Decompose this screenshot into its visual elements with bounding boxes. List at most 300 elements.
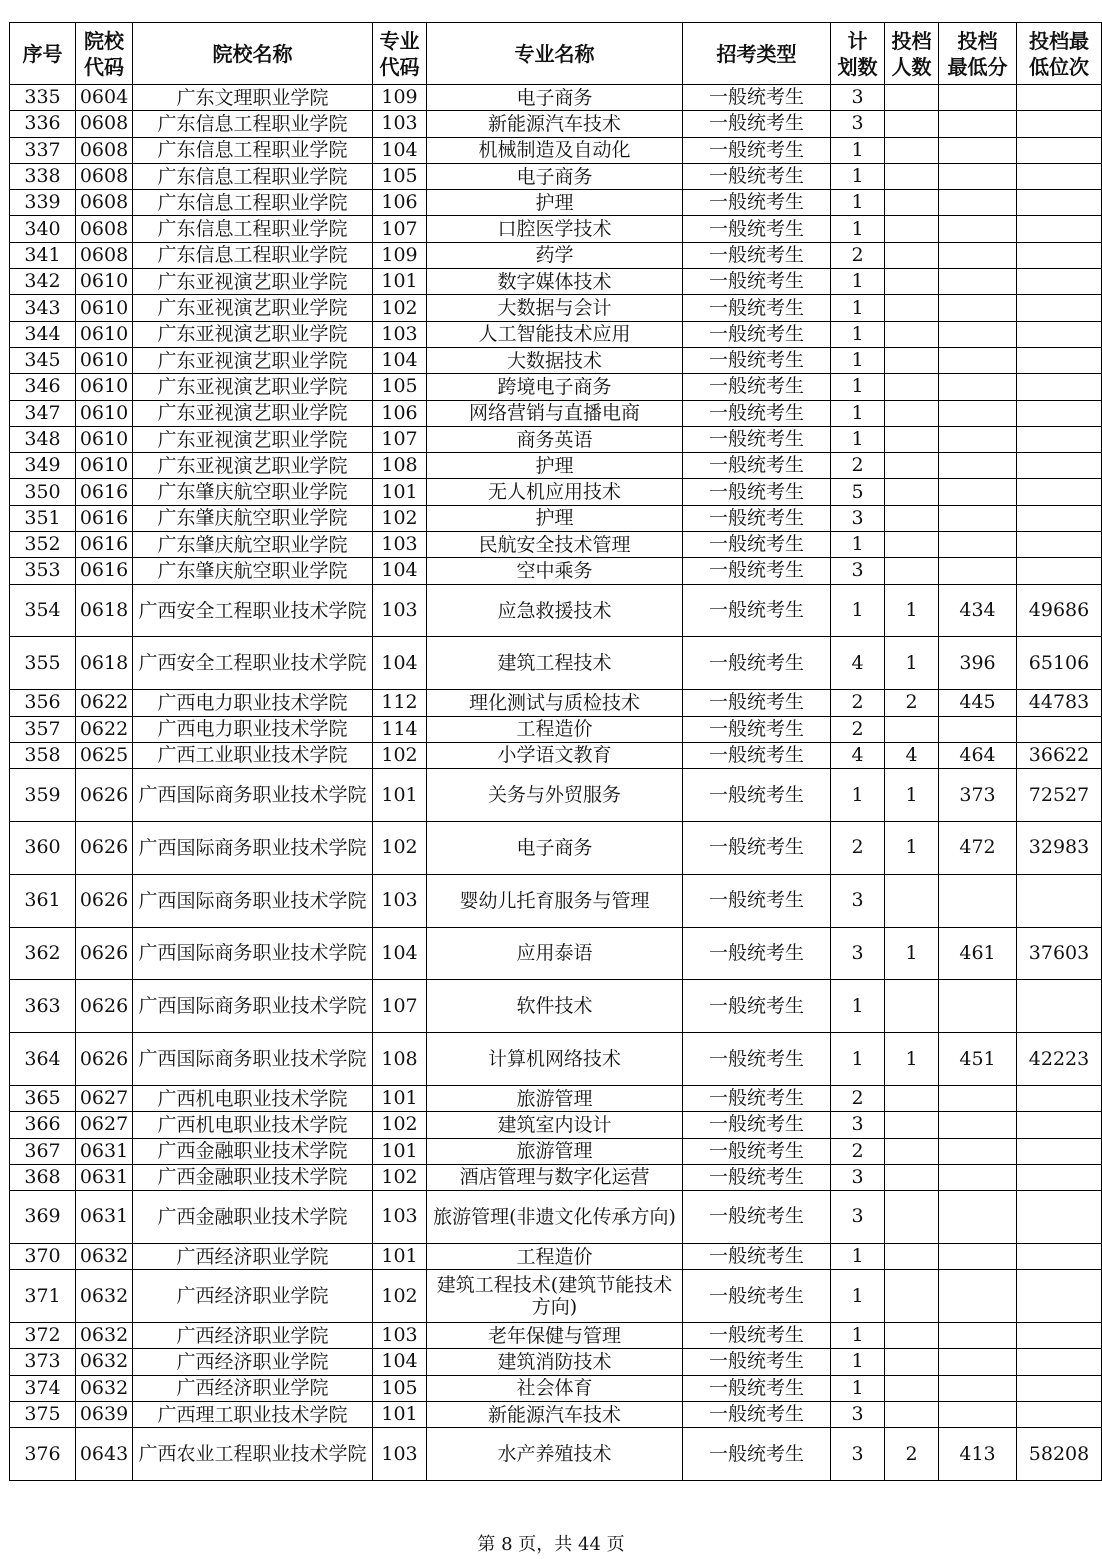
col-plan-cell: 1 xyxy=(831,269,885,295)
col-min-rank-cell: 44783 xyxy=(1017,690,1102,716)
col-min-rank-cell xyxy=(1017,1401,1102,1427)
col-major-code-cell: 103 xyxy=(373,1322,427,1348)
col-min-score-cell xyxy=(939,1322,1017,1348)
col-plan-cell: 1 xyxy=(831,769,885,822)
col-admitted-cell xyxy=(885,1401,939,1427)
col-major-name-cell: 关务与外贸服务 xyxy=(427,769,683,822)
col-school-code-cell: 0608 xyxy=(76,216,133,242)
header-col-school-name: 院校名称 xyxy=(133,23,373,85)
col-min-score-cell xyxy=(939,1112,1017,1138)
col-exam-type-cell: 一般统考生 xyxy=(683,874,831,927)
col-major-name-cell: 理化测试与质检技术 xyxy=(427,690,683,716)
col-exam-type-cell: 一般统考生 xyxy=(683,1322,831,1348)
col-school-code-cell: 0610 xyxy=(76,453,133,479)
col-admitted-cell xyxy=(885,716,939,742)
col-min-rank-cell xyxy=(1017,1138,1102,1164)
col-min-rank-cell: 42223 xyxy=(1017,1033,1102,1086)
col-major-code-cell: 101 xyxy=(373,479,427,505)
col-seq-cell: 336 xyxy=(10,111,76,137)
col-school-name-cell: 广东亚视演艺职业学院 xyxy=(133,295,373,321)
col-plan-cell: 2 xyxy=(831,690,885,716)
col-seq-cell: 342 xyxy=(10,269,76,295)
col-min-rank-cell xyxy=(1017,426,1102,452)
col-school-name-cell: 广西国际商务职业技术学院 xyxy=(133,821,373,874)
col-major-name-cell: 酒店管理与数字化运营 xyxy=(427,1164,683,1190)
col-admitted-cell xyxy=(885,400,939,426)
col-major-name-cell: 民航安全技术管理 xyxy=(427,532,683,558)
col-school-code-cell: 0632 xyxy=(76,1375,133,1401)
admission-table-container xyxy=(9,22,1090,1481)
table-row xyxy=(10,190,1102,216)
header-col-seq: 序号 xyxy=(10,23,76,85)
col-major-code-cell: 103 xyxy=(373,584,427,637)
table-row xyxy=(10,479,1102,505)
table-row xyxy=(10,505,1102,531)
col-admitted-cell xyxy=(885,163,939,189)
col-school-name-cell: 广东亚视演艺职业学院 xyxy=(133,321,373,347)
col-exam-type-cell: 一般统考生 xyxy=(683,1401,831,1427)
col-school-name-cell: 广西国际商务职业技术学院 xyxy=(133,874,373,927)
col-seq-cell: 341 xyxy=(10,242,76,268)
col-school-code-cell: 0616 xyxy=(76,479,133,505)
header-col-plan: 计 划数 xyxy=(831,23,885,85)
col-school-code-cell: 0626 xyxy=(76,980,133,1033)
table-row xyxy=(10,1191,1102,1244)
col-seq-cell: 339 xyxy=(10,190,76,216)
col-seq-cell: 362 xyxy=(10,927,76,980)
col-plan-cell: 1 xyxy=(831,163,885,189)
col-min-score-cell xyxy=(939,374,1017,400)
col-major-name-cell: 数字媒体技术 xyxy=(427,269,683,295)
col-min-rank-cell xyxy=(1017,321,1102,347)
col-major-code-cell: 104 xyxy=(373,927,427,980)
col-major-code-cell: 101 xyxy=(373,269,427,295)
col-min-rank-cell xyxy=(1017,453,1102,479)
table-row xyxy=(10,927,1102,980)
table-row xyxy=(10,1401,1102,1427)
col-seq-cell: 366 xyxy=(10,1112,76,1138)
col-admitted-cell xyxy=(885,1112,939,1138)
table-row xyxy=(10,295,1102,321)
col-exam-type-cell: 一般统考生 xyxy=(683,374,831,400)
col-school-name-cell: 广西机电职业技术学院 xyxy=(133,1085,373,1111)
col-major-name-cell: 应急救援技术 xyxy=(427,584,683,637)
col-admitted-cell: 1 xyxy=(885,584,939,637)
col-seq-cell: 359 xyxy=(10,769,76,822)
table-row xyxy=(10,874,1102,927)
col-school-code-cell: 0610 xyxy=(76,295,133,321)
col-major-code-cell: 104 xyxy=(373,637,427,690)
col-min-rank-cell: 49686 xyxy=(1017,584,1102,637)
col-plan-cell: 5 xyxy=(831,479,885,505)
table-row xyxy=(10,1349,1102,1375)
col-min-score-cell xyxy=(939,1243,1017,1269)
col-school-name-cell: 广东肇庆航空职业学院 xyxy=(133,532,373,558)
col-major-code-cell: 106 xyxy=(373,400,427,426)
col-plan-cell: 3 xyxy=(831,874,885,927)
col-major-name-cell: 空中乘务 xyxy=(427,558,683,584)
col-exam-type-cell: 一般统考生 xyxy=(683,1375,831,1401)
col-plan-cell: 2 xyxy=(831,821,885,874)
col-min-rank-cell xyxy=(1017,1191,1102,1244)
col-admitted-cell xyxy=(885,505,939,531)
col-plan-cell: 1 xyxy=(831,190,885,216)
col-school-name-cell: 广东亚视演艺职业学院 xyxy=(133,400,373,426)
col-min-rank-cell xyxy=(1017,190,1102,216)
col-major-name-cell: 建筑工程技术 xyxy=(427,637,683,690)
col-admitted-cell xyxy=(885,111,939,137)
table-row xyxy=(10,1243,1102,1269)
col-major-code-cell: 102 xyxy=(373,295,427,321)
col-plan-cell: 1 xyxy=(831,426,885,452)
col-exam-type-cell: 一般统考生 xyxy=(683,927,831,980)
col-exam-type-cell: 一般统考生 xyxy=(683,1085,831,1111)
col-min-rank-cell xyxy=(1017,269,1102,295)
col-school-name-cell: 广西机电职业技术学院 xyxy=(133,1112,373,1138)
col-school-name-cell: 广西电力职业技术学院 xyxy=(133,716,373,742)
col-min-rank-cell xyxy=(1017,242,1102,268)
col-exam-type-cell: 一般统考生 xyxy=(683,426,831,452)
col-min-rank-cell xyxy=(1017,400,1102,426)
col-min-score-cell xyxy=(939,532,1017,558)
col-school-name-cell: 广西农业工程职业技术学院 xyxy=(133,1428,373,1481)
col-min-score-cell: 472 xyxy=(939,821,1017,874)
col-school-code-cell: 0632 xyxy=(76,1349,133,1375)
col-school-code-cell: 0618 xyxy=(76,584,133,637)
col-min-rank-cell xyxy=(1017,1164,1102,1190)
col-exam-type-cell: 一般统考生 xyxy=(683,85,831,111)
col-admitted-cell xyxy=(885,1243,939,1269)
col-min-score-cell xyxy=(939,400,1017,426)
col-seq-cell: 349 xyxy=(10,453,76,479)
col-admitted-cell: 1 xyxy=(885,769,939,822)
col-admitted-cell xyxy=(885,980,939,1033)
col-major-name-cell: 商务英语 xyxy=(427,426,683,452)
col-min-rank-cell xyxy=(1017,558,1102,584)
col-admitted-cell xyxy=(885,1191,939,1244)
col-major-code-cell: 103 xyxy=(373,874,427,927)
col-school-name-cell: 广西国际商务职业技术学院 xyxy=(133,980,373,1033)
col-min-rank-cell: 37603 xyxy=(1017,927,1102,980)
col-min-score-cell xyxy=(939,163,1017,189)
col-seq-cell: 346 xyxy=(10,374,76,400)
col-min-score-cell xyxy=(939,505,1017,531)
col-min-score-cell xyxy=(939,1401,1017,1427)
col-min-rank-cell xyxy=(1017,85,1102,111)
col-seq-cell: 352 xyxy=(10,532,76,558)
col-min-rank-cell xyxy=(1017,163,1102,189)
table-row xyxy=(10,1112,1102,1138)
col-seq-cell: 345 xyxy=(10,347,76,373)
table-row xyxy=(10,1164,1102,1190)
col-major-code-cell: 103 xyxy=(373,321,427,347)
col-admitted-cell xyxy=(885,269,939,295)
col-major-name-cell: 护理 xyxy=(427,190,683,216)
col-school-name-cell: 广西金融职业技术学院 xyxy=(133,1138,373,1164)
table-row xyxy=(10,347,1102,373)
table-row xyxy=(10,216,1102,242)
col-school-code-cell: 0610 xyxy=(76,426,133,452)
col-school-name-cell: 广东亚视演艺职业学院 xyxy=(133,269,373,295)
col-major-name-cell: 口腔医学技术 xyxy=(427,216,683,242)
col-plan-cell: 2 xyxy=(831,453,885,479)
col-major-code-cell: 105 xyxy=(373,374,427,400)
col-exam-type-cell: 一般统考生 xyxy=(683,295,831,321)
col-school-name-cell: 广西金融职业技术学院 xyxy=(133,1191,373,1244)
col-exam-type-cell: 一般统考生 xyxy=(683,505,831,531)
col-major-name-cell: 建筑工程技术(建筑节能技术方向) xyxy=(427,1270,683,1323)
col-min-score-cell xyxy=(939,85,1017,111)
col-min-score-cell xyxy=(939,137,1017,163)
col-major-code-cell: 101 xyxy=(373,1085,427,1111)
col-major-code-cell: 104 xyxy=(373,558,427,584)
admission-table xyxy=(9,22,1102,1481)
col-school-code-cell: 0618 xyxy=(76,637,133,690)
col-school-name-cell: 广西国际商务职业技术学院 xyxy=(133,1033,373,1086)
col-min-score-cell xyxy=(939,479,1017,505)
col-min-score-cell xyxy=(939,295,1017,321)
col-exam-type-cell: 一般统考生 xyxy=(683,321,831,347)
col-exam-type-cell: 一般统考生 xyxy=(683,1191,831,1244)
table-row xyxy=(10,374,1102,400)
col-min-score-cell xyxy=(939,426,1017,452)
col-major-code-cell: 104 xyxy=(373,347,427,373)
header-col-major-name: 专业名称 xyxy=(427,23,683,85)
col-major-code-cell: 112 xyxy=(373,690,427,716)
col-plan-cell: 1 xyxy=(831,1375,885,1401)
col-school-code-cell: 0610 xyxy=(76,347,133,373)
col-major-name-cell: 无人机应用技术 xyxy=(427,479,683,505)
table-row xyxy=(10,111,1102,137)
col-seq-cell: 375 xyxy=(10,1401,76,1427)
col-min-rank-cell xyxy=(1017,479,1102,505)
col-school-code-cell: 0627 xyxy=(76,1085,133,1111)
col-exam-type-cell: 一般统考生 xyxy=(683,163,831,189)
col-school-name-cell: 广东信息工程职业学院 xyxy=(133,137,373,163)
col-major-name-cell: 电子商务 xyxy=(427,163,683,189)
col-major-name-cell: 小学语文教育 xyxy=(427,742,683,768)
col-plan-cell: 3 xyxy=(831,1164,885,1190)
col-seq-cell: 350 xyxy=(10,479,76,505)
col-admitted-cell xyxy=(885,453,939,479)
col-exam-type-cell: 一般统考生 xyxy=(683,1138,831,1164)
col-min-rank-cell: 36622 xyxy=(1017,742,1102,768)
col-major-name-cell: 旅游管理 xyxy=(427,1138,683,1164)
col-major-name-cell: 建筑室内设计 xyxy=(427,1112,683,1138)
col-exam-type-cell: 一般统考生 xyxy=(683,453,831,479)
col-major-name-cell: 水产养殖技术 xyxy=(427,1428,683,1481)
col-plan-cell: 2 xyxy=(831,242,885,268)
col-min-score-cell: 434 xyxy=(939,584,1017,637)
table-row xyxy=(10,1033,1102,1086)
col-admitted-cell xyxy=(885,1375,939,1401)
col-school-code-cell: 0631 xyxy=(76,1191,133,1244)
col-seq-cell: 344 xyxy=(10,321,76,347)
col-min-score-cell xyxy=(939,558,1017,584)
col-major-name-cell: 旅游管理 xyxy=(427,1085,683,1111)
col-school-name-cell: 广东亚视演艺职业学院 xyxy=(133,374,373,400)
col-major-code-cell: 108 xyxy=(373,453,427,479)
col-admitted-cell xyxy=(885,190,939,216)
col-exam-type-cell: 一般统考生 xyxy=(683,558,831,584)
col-school-name-cell: 广东信息工程职业学院 xyxy=(133,216,373,242)
col-seq-cell: 370 xyxy=(10,1243,76,1269)
col-exam-type-cell: 一般统考生 xyxy=(683,269,831,295)
col-plan-cell: 3 xyxy=(831,927,885,980)
col-admitted-cell xyxy=(885,1270,939,1323)
col-school-code-cell: 0610 xyxy=(76,269,133,295)
col-seq-cell: 357 xyxy=(10,716,76,742)
table-row xyxy=(10,269,1102,295)
col-admitted-cell xyxy=(885,85,939,111)
col-min-rank-cell xyxy=(1017,874,1102,927)
col-seq-cell: 371 xyxy=(10,1270,76,1323)
header-col-admitted: 投档 人数 xyxy=(885,23,939,85)
col-min-score-cell xyxy=(939,269,1017,295)
col-school-name-cell: 广西经济职业学院 xyxy=(133,1243,373,1269)
col-plan-cell: 3 xyxy=(831,111,885,137)
col-major-code-cell: 103 xyxy=(373,532,427,558)
col-major-name-cell: 网络营销与直播电商 xyxy=(427,400,683,426)
col-major-name-cell: 新能源汽车技术 xyxy=(427,1401,683,1427)
col-exam-type-cell: 一般统考生 xyxy=(683,242,831,268)
col-plan-cell: 1 xyxy=(831,400,885,426)
col-school-code-cell: 0608 xyxy=(76,163,133,189)
col-plan-cell: 3 xyxy=(831,505,885,531)
col-admitted-cell xyxy=(885,242,939,268)
col-school-name-cell: 广东信息工程职业学院 xyxy=(133,111,373,137)
col-major-code-cell: 101 xyxy=(373,1401,427,1427)
col-min-score-cell xyxy=(939,216,1017,242)
table-row xyxy=(10,637,1102,690)
col-seq-cell: 376 xyxy=(10,1428,76,1481)
col-admitted-cell xyxy=(885,1164,939,1190)
col-major-code-cell: 102 xyxy=(373,1270,427,1323)
table-row xyxy=(10,821,1102,874)
col-school-name-cell: 广西金融职业技术学院 xyxy=(133,1164,373,1190)
col-min-score-cell xyxy=(939,321,1017,347)
col-exam-type-cell: 一般统考生 xyxy=(683,1428,831,1481)
table-header-row xyxy=(10,23,1102,85)
col-plan-cell: 1 xyxy=(831,295,885,321)
table-row xyxy=(10,426,1102,452)
col-seq-cell: 337 xyxy=(10,137,76,163)
col-exam-type-cell: 一般统考生 xyxy=(683,980,831,1033)
col-plan-cell: 1 xyxy=(831,584,885,637)
col-admitted-cell: 2 xyxy=(885,1428,939,1481)
col-plan-cell: 1 xyxy=(831,347,885,373)
col-min-score-cell xyxy=(939,1375,1017,1401)
col-school-name-cell: 广东肇庆航空职业学院 xyxy=(133,505,373,531)
col-school-name-cell: 广东亚视演艺职业学院 xyxy=(133,453,373,479)
col-major-code-cell: 107 xyxy=(373,426,427,452)
col-plan-cell: 3 xyxy=(831,1112,885,1138)
col-admitted-cell xyxy=(885,347,939,373)
col-exam-type-cell: 一般统考生 xyxy=(683,742,831,768)
col-school-name-cell: 广西国际商务职业技术学院 xyxy=(133,927,373,980)
col-min-rank-cell: 32983 xyxy=(1017,821,1102,874)
col-min-rank-cell xyxy=(1017,1112,1102,1138)
col-min-rank-cell xyxy=(1017,216,1102,242)
table-row xyxy=(10,1085,1102,1111)
col-school-name-cell: 广西安全工程职业技术学院 xyxy=(133,584,373,637)
col-min-rank-cell xyxy=(1017,532,1102,558)
table-row xyxy=(10,242,1102,268)
col-seq-cell: 355 xyxy=(10,637,76,690)
table-row xyxy=(10,321,1102,347)
col-admitted-cell xyxy=(885,295,939,321)
col-major-code-cell: 102 xyxy=(373,1164,427,1190)
col-seq-cell: 348 xyxy=(10,426,76,452)
col-min-score-cell: 396 xyxy=(939,637,1017,690)
col-major-name-cell: 大数据技术 xyxy=(427,347,683,373)
col-major-name-cell: 应用泰语 xyxy=(427,927,683,980)
col-exam-type-cell: 一般统考生 xyxy=(683,1112,831,1138)
col-seq-cell: 364 xyxy=(10,1033,76,1086)
col-plan-cell: 2 xyxy=(831,716,885,742)
col-admitted-cell xyxy=(885,1138,939,1164)
col-school-name-cell: 广西理工职业技术学院 xyxy=(133,1401,373,1427)
table-row xyxy=(10,163,1102,189)
col-admitted-cell xyxy=(885,1322,939,1348)
col-exam-type-cell: 一般统考生 xyxy=(683,400,831,426)
col-major-code-cell: 107 xyxy=(373,980,427,1033)
col-exam-type-cell: 一般统考生 xyxy=(683,1349,831,1375)
col-min-score-cell: 451 xyxy=(939,1033,1017,1086)
col-exam-type-cell: 一般统考生 xyxy=(683,821,831,874)
col-major-name-cell: 旅游管理(非遗文化传承方向) xyxy=(427,1191,683,1244)
col-major-code-cell: 105 xyxy=(373,163,427,189)
col-major-code-cell: 105 xyxy=(373,1375,427,1401)
col-plan-cell: 1 xyxy=(831,374,885,400)
col-admitted-cell: 1 xyxy=(885,927,939,980)
col-school-code-cell: 0625 xyxy=(76,742,133,768)
header-col-major-code: 专业 代码 xyxy=(373,23,427,85)
col-school-code-cell: 0643 xyxy=(76,1428,133,1481)
col-min-rank-cell xyxy=(1017,1270,1102,1323)
col-admitted-cell xyxy=(885,479,939,505)
col-seq-cell: 354 xyxy=(10,584,76,637)
col-school-code-cell: 0622 xyxy=(76,690,133,716)
col-school-code-cell: 0608 xyxy=(76,242,133,268)
col-school-name-cell: 广东信息工程职业学院 xyxy=(133,163,373,189)
col-min-score-cell xyxy=(939,242,1017,268)
col-exam-type-cell: 一般统考生 xyxy=(683,190,831,216)
col-major-code-cell: 103 xyxy=(373,1191,427,1244)
col-school-code-cell: 0626 xyxy=(76,1033,133,1086)
col-major-code-cell: 101 xyxy=(373,1243,427,1269)
col-school-code-cell: 0632 xyxy=(76,1243,133,1269)
col-seq-cell: 369 xyxy=(10,1191,76,1244)
col-school-code-cell: 0631 xyxy=(76,1164,133,1190)
col-min-rank-cell xyxy=(1017,137,1102,163)
col-admitted-cell xyxy=(885,426,939,452)
col-exam-type-cell: 一般统考生 xyxy=(683,690,831,716)
col-seq-cell: 372 xyxy=(10,1322,76,1348)
col-seq-cell: 368 xyxy=(10,1164,76,1190)
col-min-score-cell: 464 xyxy=(939,742,1017,768)
col-exam-type-cell: 一般统考生 xyxy=(683,716,831,742)
col-min-score-cell xyxy=(939,111,1017,137)
col-min-score-cell xyxy=(939,347,1017,373)
col-school-code-cell: 0626 xyxy=(76,927,133,980)
col-school-name-cell: 广西工业职业技术学院 xyxy=(133,742,373,768)
col-school-name-cell: 广西安全工程职业技术学院 xyxy=(133,637,373,690)
col-major-code-cell: 109 xyxy=(373,242,427,268)
col-major-code-cell: 107 xyxy=(373,216,427,242)
header-col-school-code: 院校 代码 xyxy=(76,23,133,85)
col-plan-cell: 4 xyxy=(831,742,885,768)
